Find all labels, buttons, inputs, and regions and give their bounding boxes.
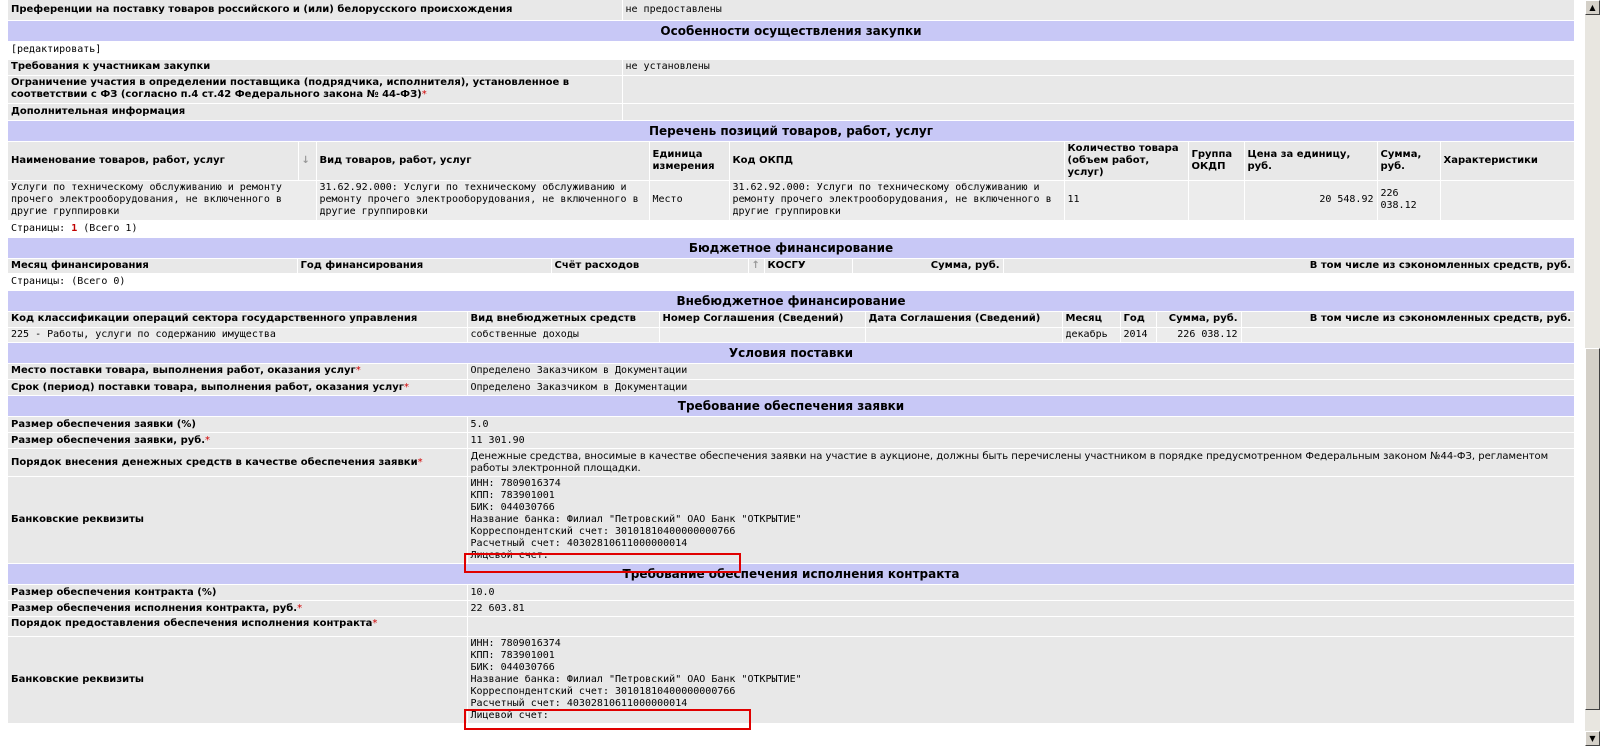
items-title: Перечень позиций товаров, работ, услуг bbox=[8, 120, 1575, 141]
bid-kpp: КПП: 783901001 bbox=[470, 490, 555, 501]
contract-order-label: Порядок предоставления обеспечения исполнения контракта* bbox=[8, 617, 467, 637]
col-quantity[interactable]: Количество товара (объем работ, услуг) bbox=[1064, 142, 1188, 181]
preferences-label: Преференции на поставку товаров российского и (или) белорусского происхождения bbox=[8, 0, 622, 20]
contract-personal-account: Лицевой счет: bbox=[470, 710, 549, 721]
col-characteristics[interactable]: Характеристики bbox=[1440, 142, 1575, 181]
preferences-value: не предоставлены bbox=[622, 0, 1575, 20]
item-okdp bbox=[1188, 180, 1244, 220]
features-table bbox=[8, 0, 1575, 142]
contract-pct-value: 10.0 bbox=[467, 585, 1575, 601]
sort-arrow-icon[interactable]: ↓ bbox=[301, 154, 310, 166]
pager-total: (Всего 0) bbox=[71, 276, 126, 287]
pager-label: Страницы: bbox=[11, 222, 66, 234]
scroll-down-icon[interactable]: ▼ bbox=[1585, 731, 1600, 746]
contract-inn: ИНН: 7809016374 bbox=[470, 638, 561, 649]
pager-page-1[interactable]: 1 bbox=[71, 222, 78, 234]
contract-title: Требование обеспечения исполнения контракта bbox=[8, 564, 1575, 585]
col-offbudget-saved[interactable]: В том числе из сэкономленных средств, руб. bbox=[1241, 312, 1575, 327]
scroll-up-icon[interactable]: ▲ bbox=[1585, 0, 1600, 15]
bid-bik: БИК: 044030766 bbox=[470, 502, 555, 513]
item-kind: 31.62.92.000: Услуги по техническому обслуживанию и ремонту прочего электрооборудования, не включенного в другие группировки bbox=[316, 180, 649, 220]
offbudget-sum: 226 038.12 bbox=[1156, 327, 1241, 342]
offbudget-saved bbox=[1241, 327, 1575, 342]
highlight-contract-personal-account bbox=[464, 709, 751, 730]
budget-pager bbox=[8, 274, 1575, 291]
offbudget-month: декабрь bbox=[1062, 327, 1120, 342]
bid-title: Требование обеспечения заявки bbox=[8, 396, 1575, 417]
col-unit-price[interactable]: Цена за единицу, руб. bbox=[1244, 142, 1377, 181]
participant-requirements-value: не установлены bbox=[622, 59, 1575, 75]
edit-link[interactable]: [редактировать] bbox=[8, 41, 1575, 59]
content bbox=[8, 0, 1575, 724]
participant-requirements-label: Требования к участникам закупки bbox=[8, 59, 622, 75]
contract-rub-label: Размер обеспечения исполнения контракта, руб.* bbox=[8, 601, 467, 617]
col-unit[interactable]: Единица измерения bbox=[649, 142, 729, 181]
col-year[interactable]: Год bbox=[1120, 312, 1156, 327]
offbudget-kosgu: 225 - Работы, услуги по содержанию имущества bbox=[8, 327, 467, 342]
required-mark: * bbox=[417, 456, 423, 468]
contract-corr-account: Корреспондентский счет: 30101810400000000766 bbox=[470, 686, 736, 697]
col-budget-sum[interactable]: Сумма, руб. bbox=[852, 259, 1003, 274]
delivery-place-label: Место поставки товара, выполнения работ, оказания услуг* bbox=[8, 364, 467, 380]
delivery-term-value: Определено Заказчиком в Документации bbox=[467, 380, 1575, 396]
contract-bank-name: Название банка: Филиал "Петровский" ОАО Банк "ОТКРЫТИЕ" bbox=[470, 674, 802, 685]
contract-kpp: КПП: 783901001 bbox=[470, 650, 555, 661]
items-pager bbox=[8, 220, 1575, 237]
pager-label: Страницы: bbox=[11, 276, 66, 287]
offbudget-kind: собственные доходы bbox=[467, 327, 659, 342]
delivery-title: Условия поставки bbox=[8, 342, 1575, 363]
col-expense-account[interactable]: Счёт расходов bbox=[551, 259, 748, 274]
sort-arrow-icon[interactable]: ↑ bbox=[751, 259, 760, 271]
sort-column[interactable] bbox=[298, 142, 316, 181]
bid-personal-account: Лицевой счет: bbox=[470, 550, 549, 561]
col-agreement-number[interactable]: Номер Соглашения (Сведений) bbox=[659, 312, 865, 327]
contract-rub-value: 22 603.81 bbox=[467, 601, 1575, 617]
contract-order-value bbox=[467, 617, 1575, 637]
item-name: Услуги по техническому обслуживанию и ремонту прочего электрооборудования, не включенного в другие группировки bbox=[8, 180, 316, 220]
item-sum: 226 038.12 bbox=[1377, 180, 1440, 220]
vertical-scrollbar[interactable] bbox=[1585, 0, 1600, 746]
contract-pct-label: Размер обеспечения контракта (%) bbox=[8, 585, 467, 601]
col-month[interactable]: Месяц bbox=[1062, 312, 1120, 327]
contract-settlement-account: Расчетный счет: 40302810611000000014 bbox=[470, 698, 688, 709]
col-budget-saved[interactable]: В том числе из сэкономленных средств, руб. bbox=[1003, 259, 1575, 274]
extra-info-value bbox=[622, 103, 1575, 120]
col-kosgu-code[interactable]: Код классификации операций сектора государственного управления bbox=[8, 312, 467, 327]
bid-pct-value: 5.0 bbox=[467, 417, 1575, 433]
item-okpd: 31.62.92.000: Услуги по техническому обслуживанию и ремонту прочего электрооборудования, не включенного в другие группировки bbox=[729, 180, 1064, 220]
bid-inn: ИНН: 7809016374 bbox=[470, 478, 561, 489]
restriction-label: Ограничение участия в определении поставщика (подрядчика, исполнителя), установленное в соответствии с ФЗ (согласно п.4 ст.42 Федерального закона № 44-ФЗ)* bbox=[8, 75, 622, 103]
col-okpd[interactable]: Код ОКПД bbox=[729, 142, 1064, 181]
col-fin-month[interactable]: Месяц финансирования bbox=[8, 259, 297, 274]
col-agreement-date[interactable]: Дата Соглашения (Сведений) bbox=[865, 312, 1062, 327]
col-item-name[interactable]: Наименование товаров, работ, услуг bbox=[8, 142, 298, 181]
offbudget-agreement-date bbox=[865, 327, 1062, 342]
extra-info-label: Дополнительная информация bbox=[8, 103, 622, 120]
pager-total: (Всего 1) bbox=[83, 222, 138, 234]
offbudget-agreement-number bbox=[659, 327, 865, 342]
offbudget-year: 2014 bbox=[1120, 327, 1156, 342]
items-table bbox=[8, 142, 1575, 259]
bid-corr-account: Корреспондентский счет: 30101810400000000766 bbox=[470, 526, 736, 537]
required-mark: * bbox=[421, 89, 427, 100]
budget-table bbox=[8, 259, 1575, 313]
required-mark: * bbox=[355, 365, 361, 377]
col-sum[interactable]: Сумма, руб. bbox=[1377, 142, 1440, 181]
col-okdp[interactable]: Группа ОКДП bbox=[1188, 142, 1244, 181]
required-mark: * bbox=[403, 381, 409, 393]
item-unit: Место bbox=[649, 180, 729, 220]
col-offbudget-sum[interactable]: Сумма, руб. bbox=[1156, 312, 1241, 327]
col-item-kind[interactable]: Вид товаров, работ, услуг bbox=[316, 142, 649, 181]
item-quantity: 11 bbox=[1064, 180, 1188, 220]
conditions-table bbox=[8, 364, 1575, 725]
bid-rub-value: 11 301.90 bbox=[467, 433, 1575, 449]
bid-bank-label: Банковские реквизиты bbox=[8, 477, 467, 564]
required-mark: * bbox=[205, 434, 211, 446]
budget-title: Бюджетное финансирование bbox=[8, 237, 1575, 258]
highlight-bid-personal-account bbox=[464, 553, 741, 573]
item-characteristics bbox=[1440, 180, 1575, 220]
restriction-value bbox=[622, 75, 1575, 103]
scrollbar-thumb[interactable] bbox=[1585, 348, 1600, 710]
bid-rub-label: Размер обеспечения заявки, руб.* bbox=[8, 433, 467, 449]
col-kosgu[interactable]: КОСГУ bbox=[764, 259, 852, 274]
bid-bank-details bbox=[467, 477, 1575, 564]
item-unit-price: 20 548.92 bbox=[1244, 180, 1377, 220]
bid-order-label: Порядок внесения денежных средств в качестве обеспечения заявки* bbox=[8, 449, 467, 477]
contract-bik: БИК: 044030766 bbox=[470, 662, 555, 673]
features-title: Особенности осуществления закупки bbox=[8, 20, 1575, 41]
col-funds-kind[interactable]: Вид внебюджетных средств bbox=[467, 312, 659, 327]
contract-bank-label: Банковские реквизиты bbox=[8, 637, 467, 724]
bid-bank-name: Название банка: Филиал "Петровский" ОАО Банк "ОТКРЫТИЕ" bbox=[470, 514, 802, 525]
bid-order-value: Денежные средства, вносимые в качестве обеспечения заявки на участие в аукционе, должны быть перечислены участником в порядке предусмотренном Федеральным законом №44-ФЗ, регламентом работы электронной площадки. bbox=[467, 449, 1575, 477]
required-mark: * bbox=[297, 602, 303, 614]
required-mark: * bbox=[372, 618, 378, 629]
col-fin-year[interactable]: Год финансирования bbox=[297, 259, 551, 274]
bid-pct-label: Размер обеспечения заявки (%) bbox=[8, 417, 467, 433]
offbudget-title: Внебюджетное финансирование bbox=[8, 291, 1575, 312]
offbudget-table bbox=[8, 312, 1575, 364]
sort-column[interactable] bbox=[748, 259, 764, 274]
bid-settlement-account: Расчетный счет: 40302810611000000014 bbox=[470, 538, 688, 549]
delivery-term-label: Срок (период) поставки товара, выполнения работ, оказания услуг* bbox=[8, 380, 467, 396]
delivery-place-value: Определено Заказчиком в Документации bbox=[467, 364, 1575, 380]
